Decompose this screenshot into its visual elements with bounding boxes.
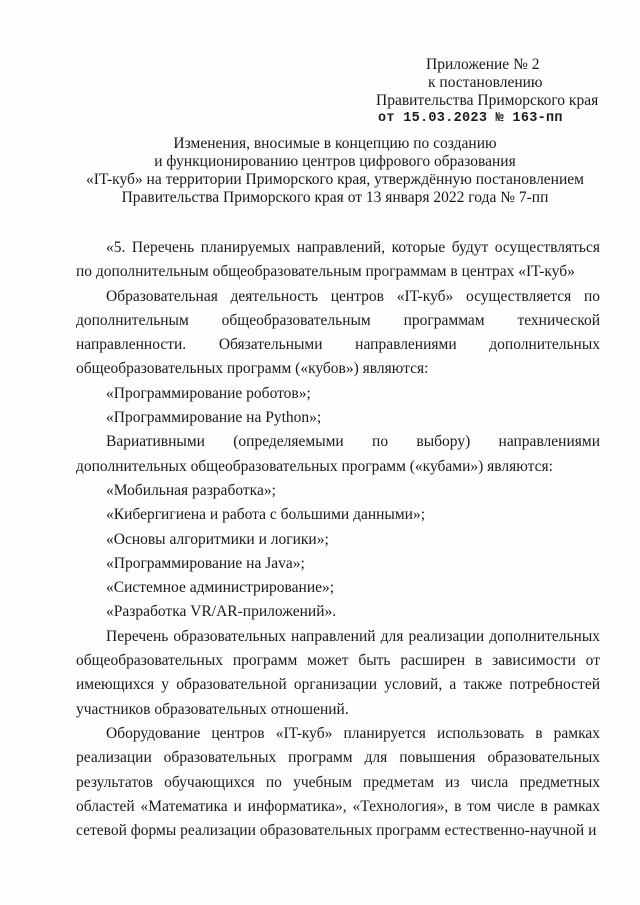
- appendix-header: [370, 56, 600, 128]
- body-paragraph: Перечень образовательных направлений для реализации дополнительных общеобразовательных программ может быть расширен в зависимости от имеющихся у образовательной организации условий, а также потребностей участников образовательных отношений.: [76, 627, 600, 718]
- list-item: «Разработка VR/AR-приложений».: [106, 603, 337, 621]
- appendix-authority: Правительства Приморского края: [376, 92, 599, 109]
- body-paragraph: Образовательная деятельность центров «IT-куб» осуществляется по дополнительным общеобразовательным программам технической направленности. Обязательными направлениями дополнительных общеобразовательных программ («кубов») являются:: [76, 287, 600, 378]
- list-item: «Программирование на Python»;: [106, 409, 322, 427]
- body-paragraph: Оборудование центров «IT-куб» планируется использовать в рамках реализации образовательных программ для повышения образовательных результатов обучающихся по учебным предметам из числа предметных областей «Математика и информатика», «Технология», в том числе в рамках сетевой формы реализации образовательных программ естественно-научной и: [76, 724, 600, 840]
- document-body: [76, 236, 600, 843]
- list-item: «Основы алгоритмики и логики»;: [106, 530, 329, 548]
- document-title: [70, 135, 600, 207]
- appendix-date-number: от 15.03.2023 № 163-пп: [378, 111, 563, 126]
- list-item: «Программирование на Java»;: [106, 554, 305, 572]
- body-paragraph: Вариативными (определяемыми по выбору) направлениями дополнительных общеобразовательных программ («кубами») являются:: [76, 433, 600, 475]
- list-item: «Системное администрирование»;: [106, 579, 335, 597]
- title-line: «IT-куб» на территории Приморского края, утверждённую постановлением: [86, 171, 584, 188]
- title-line: и функционированию центров цифрового образования: [154, 153, 516, 170]
- title-line: Правительства Приморского края от 13 января 2022 года № 7-пп: [121, 189, 549, 206]
- list-item: «Программирование роботов»;: [106, 384, 311, 402]
- section-heading-paragraph: «5. Перечень планируемых направлений, которые будут осуществляться по дополнительным общеобразовательным программам в центрах «IT-куб»: [76, 239, 600, 281]
- appendix-number: Приложение № 2: [426, 56, 540, 73]
- appendix-reference: к постановлению: [428, 74, 543, 91]
- list-item: «Кибергигиена и работа с большими данными»;: [106, 506, 426, 524]
- title-line: Изменения, вносимые в концепцию по созданию: [173, 135, 497, 152]
- list-item: «Мобильная разработка»;: [106, 481, 276, 499]
